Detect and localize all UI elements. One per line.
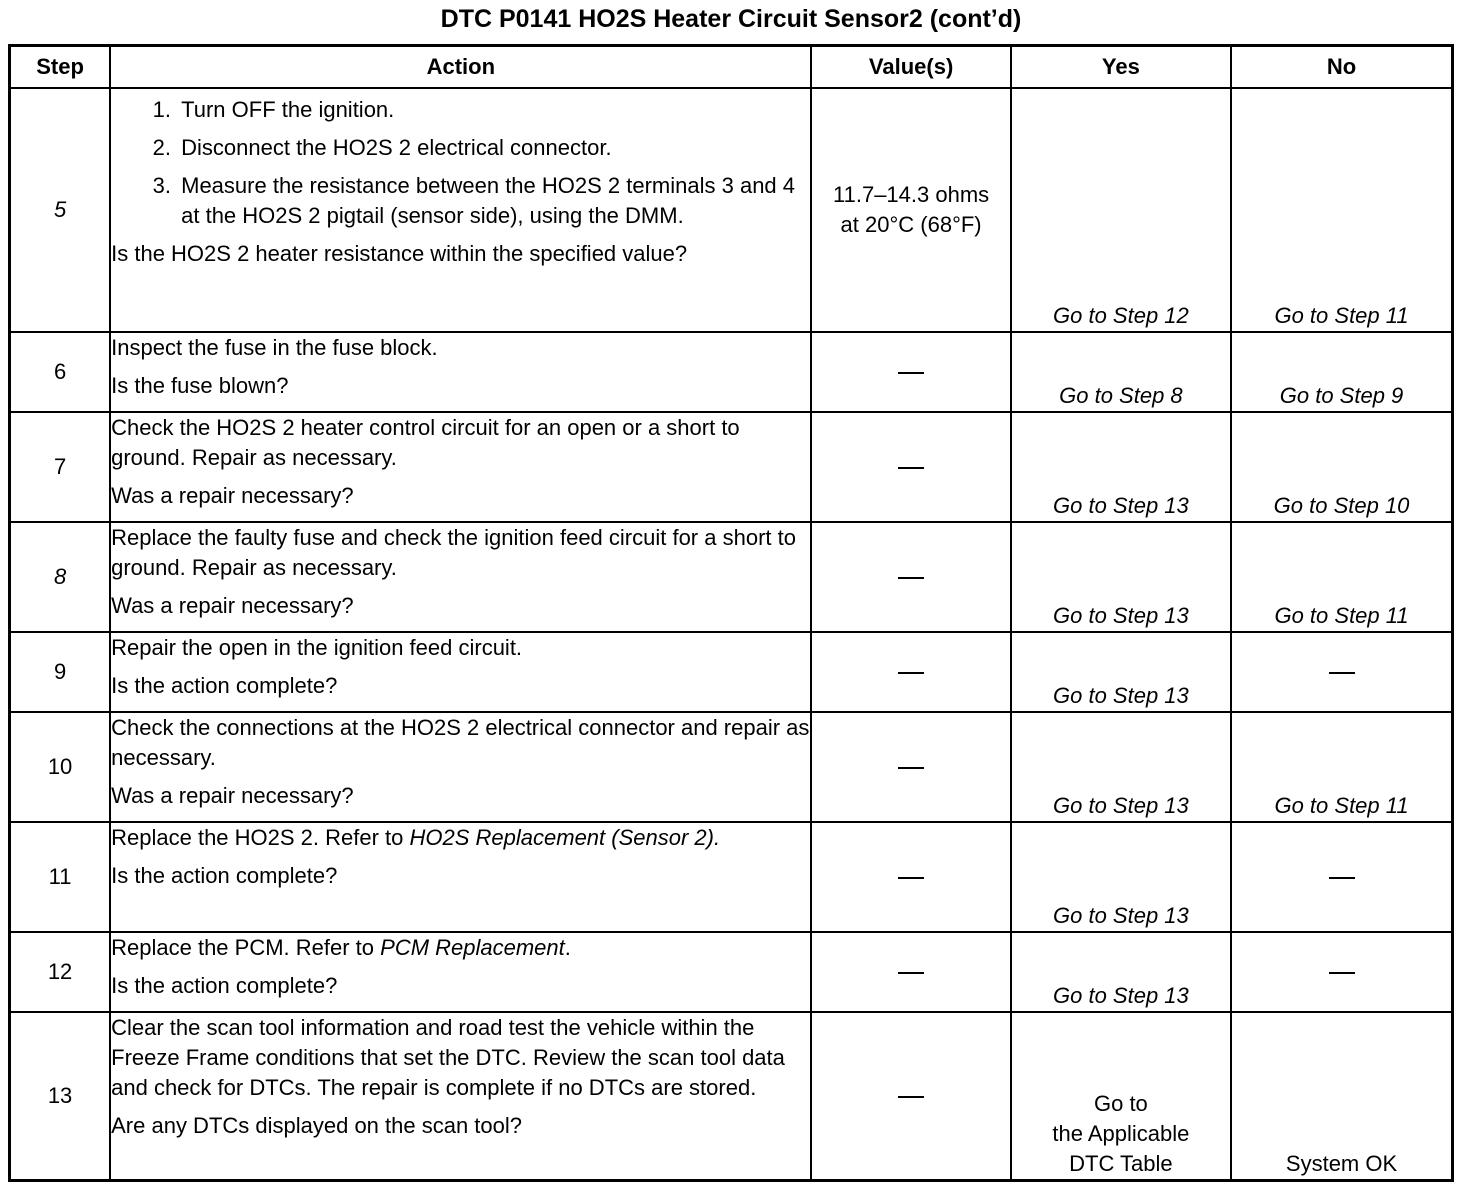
header-yes: Yes: [1011, 46, 1231, 89]
no-cell: Go to Step 9: [1231, 332, 1452, 412]
table-row: [10, 1012, 1453, 1180]
yes-cell: Go to Step 13: [1011, 412, 1231, 522]
table-row: [10, 522, 1453, 632]
action-text-prefix: Replace the HO2S 2. Refer to: [111, 825, 410, 850]
action-cell: [110, 822, 811, 932]
step-number: 11: [10, 822, 111, 932]
yes-cell: Go to Step 12: [1011, 88, 1231, 332]
action-question: Is the action complete?: [111, 973, 338, 998]
table-row: [10, 332, 1453, 412]
table-row: [10, 932, 1453, 1012]
value-cell: [811, 932, 1010, 1012]
action-text-prefix: Replace the PCM. Refer to: [111, 935, 381, 960]
dash-mark: [1329, 972, 1355, 974]
table-row: [10, 632, 1453, 712]
dash-mark: [898, 767, 924, 769]
table-row: [10, 88, 1453, 332]
value-cell: [811, 522, 1010, 632]
no-cell: [1231, 822, 1452, 932]
action-question: Was a repair necessary?: [111, 783, 354, 808]
action-cell: [110, 632, 811, 712]
action-cell: [110, 412, 811, 522]
step-number: 7: [10, 412, 111, 522]
no-cell: Go to Step 11: [1231, 522, 1452, 632]
action-question: Was a repair necessary?: [111, 593, 354, 618]
action-cell: [110, 712, 811, 822]
action-question: Is the action complete?: [111, 863, 338, 888]
value-line: 11.7–14.3 ohms: [833, 182, 990, 207]
value-cell: [811, 632, 1010, 712]
value-cell: [811, 332, 1010, 412]
dash-mark: [898, 467, 924, 469]
value-cell: [811, 712, 1010, 822]
step-number: 10: [10, 712, 111, 822]
action-step: 2. Disconnect the HO2S 2 electrical connector.: [177, 133, 810, 163]
action-text: Clear the scan tool information and road test the vehicle within the Freeze Frame conditions that set the DTC. Review the scan tool data and check for DTCs. The repair is complete if no DTCs are stored.: [111, 1015, 785, 1100]
action-step: 3. Measure the resistance between the HO2S 2 terminals 3 and 4 at the HO2S 2 pigtail (sensor side), using the DMM.: [177, 171, 810, 231]
step-number: 8: [10, 522, 111, 632]
header-no: No: [1231, 46, 1452, 89]
yes-cell: Go to Step 13: [1011, 712, 1231, 822]
action-cell: [110, 932, 811, 1012]
action-text: Inspect the fuse in the fuse block.: [111, 335, 438, 360]
step-number: 5: [10, 88, 111, 332]
dash-mark: [1329, 672, 1355, 674]
header-values: Value(s): [811, 46, 1010, 89]
header-action: Action: [110, 46, 811, 89]
action-text: Check the HO2S 2 heater control circuit for an open or a short to ground. Repair as necessary.: [111, 415, 740, 470]
step-number: 9: [10, 632, 111, 712]
yes-line: Go to: [1093, 1090, 1148, 1116]
yes-cell: [1011, 1012, 1231, 1180]
diagnostic-table: [8, 44, 1454, 1182]
dash-mark: [898, 372, 924, 374]
no-cell: Go to Step 10: [1231, 412, 1452, 522]
action-text: Check the connections at the HO2S 2 electrical connector and repair as necessary.: [111, 715, 810, 770]
action-text: Replace the faulty fuse and check the ignition feed circuit for a short to ground. Repair as necessary.: [111, 525, 796, 580]
action-cell: [110, 88, 811, 332]
action-cell: [110, 522, 811, 632]
table-header-row: [10, 46, 1453, 89]
no-cell: Go to Step 11: [1231, 712, 1452, 822]
dash-mark: [1329, 877, 1355, 879]
no-cell: [1231, 932, 1452, 1012]
yes-cell: Go to Step 8: [1011, 332, 1231, 412]
action-cell: [110, 1012, 811, 1180]
action-steps-list: [111, 95, 810, 231]
action-text: [111, 933, 810, 963]
table-row: [10, 712, 1453, 822]
yes-line: DTC Table: [1069, 1150, 1173, 1176]
table-row: [10, 412, 1453, 522]
dash-mark: [898, 577, 924, 579]
header-step: Step: [10, 46, 111, 89]
no-cell: [1231, 632, 1452, 712]
table-row: [10, 822, 1453, 932]
yes-cell: Go to Step 13: [1011, 632, 1231, 712]
yes-cell: Go to Step 13: [1011, 932, 1231, 1012]
page-title: DTC P0141 HO2S Heater Circuit Sensor2 (cont’d): [440, 5, 1022, 33]
yes-cell: Go to Step 13: [1011, 822, 1231, 932]
dash-mark: [898, 972, 924, 974]
value-cell: [811, 1012, 1010, 1180]
yes-cell: Go to Step 13: [1011, 522, 1231, 632]
step-number: 6: [10, 332, 111, 412]
step-number: 13: [10, 1012, 111, 1180]
action-question: Is the action complete?: [111, 673, 338, 698]
action-text: [111, 823, 810, 853]
action-question: Is the fuse blown?: [111, 373, 289, 398]
action-text: Repair the open in the ignition feed circuit.: [111, 635, 523, 660]
dash-mark: [898, 672, 924, 674]
value-cell: [811, 822, 1010, 932]
action-question: Is the HO2S 2 heater resistance within the specified value?: [111, 241, 688, 266]
no-cell: Go to Step 11: [1231, 88, 1452, 332]
action-question: Are any DTCs displayed on the scan tool?: [111, 1113, 523, 1138]
value-cell: [811, 412, 1010, 522]
value-cell: [811, 88, 1010, 332]
replacement-reference: HO2S Replacement (Sensor 2).: [409, 825, 721, 850]
action-text-suffix: .: [564, 935, 571, 960]
action-question: Was a repair necessary?: [111, 483, 354, 508]
action-cell: [110, 332, 811, 412]
dash-mark: [898, 877, 924, 879]
value-line: at 20°C (68°F): [840, 212, 982, 237]
yes-line: the Applicable: [1052, 1120, 1190, 1146]
replacement-reference: PCM Replacement: [380, 935, 565, 960]
step-number: 12: [10, 932, 111, 1012]
action-step: 1. Turn OFF the ignition.: [177, 95, 810, 125]
dash-mark: [898, 1096, 924, 1098]
no-cell: System OK: [1231, 1012, 1452, 1180]
